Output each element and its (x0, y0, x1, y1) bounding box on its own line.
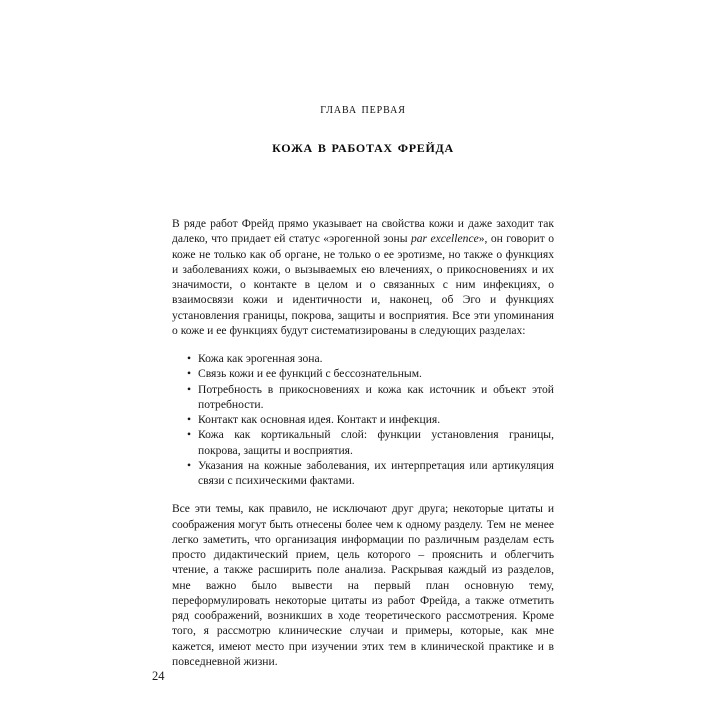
list-item (172, 427, 554, 458)
chapter-heading-group (172, 100, 554, 157)
chapter-label: глава первая (320, 101, 406, 117)
section-list (172, 351, 554, 488)
closing-paragraph (172, 501, 554, 669)
list-item (172, 366, 554, 381)
intro-paragraph-italic-phrase: par excellence (410, 232, 479, 246)
list-item-label: Контакт как основная идея. Контакт и инфекция. (198, 413, 441, 426)
bullet-icon: • (187, 367, 192, 381)
bullet-icon: • (187, 382, 192, 396)
chapter-title: кожа в работах фрейда (272, 137, 454, 157)
intro-paragraph-part1: В ряде работ Фрейд прямо указывает на свойства кожи и даже заходит так далеко, что придает ей статус «эрогенной зоны (172, 217, 554, 246)
list-item-label: Кожа как эрогенная зона. (198, 352, 323, 365)
body-text-block (172, 216, 554, 669)
list-item-label: Связь кожи и ее функций с бессознательным. (198, 367, 422, 381)
list-item (172, 412, 554, 427)
list-item-label: Потребность в прикосновениях и кожа как источник и объект этой потребности. (198, 382, 554, 411)
list-item (172, 458, 554, 489)
bullet-icon: • (187, 458, 192, 472)
intro-paragraph (172, 216, 554, 338)
list-item (172, 351, 554, 366)
list-item-label: Кожа как кортикальный слой: функции установления границы, покрова, защиты и восприятия. (198, 428, 554, 457)
bullet-icon: • (187, 352, 192, 365)
closing-paragraph-rest: Тем не менее легко заметить, что организация информации по различным разделам есть просто дидактический прием, цель которого – прояснить и облегчить чтение, а также расширить поле анализа. Раскрывая каждый из разделов, мне важно было вывести на первый план основную тему, переформулировать некоторые цитаты из работ Фрейда, а также отметить ряд соображений, возникших в ходе теоретического рассмотрения. Кроме того, я рассмотрю клинические случаи и примеры, которые, как мне кажется, имеют место при изучении этих тем в клинической практике и в повседневной жизни. (172, 517, 555, 668)
closing-paragraph-line1: Все эти темы, как правило, не исключают друг друга; некоторые цитаты и соображения могут быть отнесены более чем к одному разделу. (172, 502, 554, 531)
bullet-icon: • (187, 413, 192, 426)
page-number: 24 (152, 669, 165, 683)
list-item (172, 382, 554, 413)
bullet-icon: • (187, 428, 192, 442)
list-item-label: Указания на кожные заболевания, их интерпретация или артикуляция связи с психическими фактами. (198, 458, 554, 487)
intro-paragraph-part2: », он говорит о коже не только как об органе, не только о ее эротизме, но также о функциях и заболеваниях кожи, о вызываемых ею влечениях, о прикосновениях и их значимости, о контакте в целом и о связанных с ним инфекциях, о взаимосвязи кожи и идентичности и, наконец, об Эго и функциях установления границы, покрова, защиты и восприятия. Все эти упоминания о коже и ее функциях будут систематизированы в следующих разделах: (172, 232, 554, 337)
